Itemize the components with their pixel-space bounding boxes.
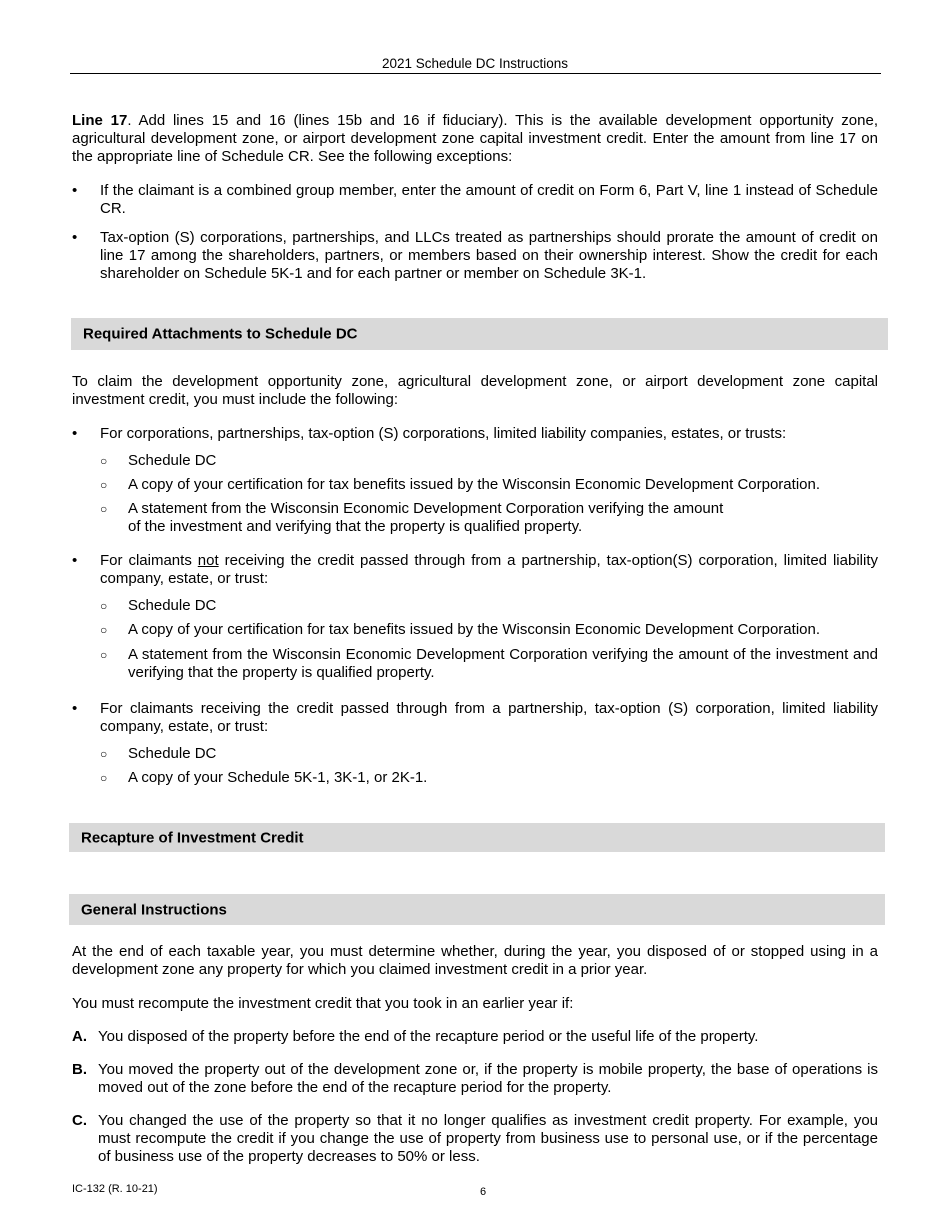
group3-item-2: ○ A copy of your Schedule 5K-1, 3K-1, or 2K-1. — [100, 769, 428, 786]
section-heading-recapture: Recapture of Investment Credit — [69, 823, 885, 852]
page-header-title: 2021 Schedule DC Instructions — [381, 56, 569, 71]
section-heading-general: General Instructions — [69, 894, 885, 925]
bullet-icon: • — [72, 425, 78, 442]
line17-bullet-2 — [72, 229, 878, 283]
line17-label: Line 17 — [72, 112, 128, 129]
recapture-condition-a: A. You disposed of the property before the end of the recapture period or the useful life of the property. — [72, 1028, 759, 1045]
recapture-condition-b: B. You moved the property out of the development zone or, if the property is mobile property, the base of operations is moved out of the zone before the end of the recapture period for the property. — [72, 1061, 878, 1096]
circle-bullet-icon: ○ — [100, 502, 108, 516]
group2-item-1: ○ Schedule DC — [100, 597, 217, 614]
bullet-icon: • — [72, 182, 78, 199]
group2-text: For claimants not receiving the credit passed through from a partnership, tax-option(S) corporation, limited liability company, estate, or trust: — [100, 552, 878, 587]
circle-bullet-icon: ○ — [100, 599, 108, 613]
group1-item-3: ○ A statement from the Wisconsin Economic Development Corporation verifying the amount of the investment and verifying that the property is qualified property. — [100, 500, 724, 535]
group2-item-3: ○ A statement from the Wisconsin Economic Development Corporation verifying the amount of the investment and verifying that the property is qualified property. — [100, 646, 878, 681]
circle-bullet-icon: ○ — [100, 623, 108, 637]
group3-item-1: ○ Schedule DC — [100, 745, 217, 762]
group1-text: For corporations, partnerships, tax-option (S) corporations, limited liability companies, estates, or trusts: — [100, 425, 787, 442]
section-heading-attachments: Required Attachments to Schedule DC — [71, 318, 888, 350]
general-paragraph-1: At the end of each taxable year, you must determine whether, during the year, you disposed of or stopped using in a development zone any property for which you claimed investment credit in a prior year. — [72, 943, 878, 978]
page-number: 6 — [480, 1186, 487, 1198]
general-paragraph-2: You must recompute the investment credit that you took in an earlier year if: — [72, 995, 574, 1012]
circle-bullet-icon: ○ — [100, 648, 108, 662]
circle-bullet-icon: ○ — [100, 478, 108, 492]
bullet-icon: • — [72, 552, 78, 569]
attachments-group2 — [72, 552, 878, 588]
bullet-icon: • — [72, 700, 78, 717]
circle-bullet-icon: ○ — [100, 747, 108, 761]
group1-item-1: ○ Schedule DC — [100, 452, 217, 469]
line17-bullet-1 — [72, 182, 878, 218]
header-rule — [70, 73, 881, 74]
group3-text: For claimants receiving the credit passed through from a partnership, tax-option (S) corporation, limited liability company, estate, or trust: — [100, 700, 878, 735]
bullet-text: If the claimant is a combined group member, enter the amount of credit on Form 6, Part V, line 1 instead of Schedule CR. — [100, 182, 878, 217]
bullet-icon: • — [72, 229, 78, 246]
attachments-group1 — [72, 425, 878, 443]
group2-item-2: ○ A copy of your certification for tax benefits issued by the Wisconsin Economic Development Corporation. — [100, 621, 820, 638]
circle-bullet-icon: ○ — [100, 771, 108, 785]
line17-text: . Add lines 15 and 16 (lines 15b and 16 if fiduciary). This is the available development opportunity zone, agricultural development zone, or airport development zone capital investment credit. Enter the amount from line 17 on the appropriate line of Schedule CR. See the following exceptions: — [72, 112, 878, 165]
line17-paragraph — [72, 112, 878, 166]
attachments-intro: To claim the development opportunity zone, agricultural development zone, or airport development zone capital investment credit, you must include the following: — [72, 373, 878, 408]
circle-bullet-icon: ○ — [100, 454, 108, 468]
recapture-condition-c: C. You changed the use of the property so that it no longer qualifies as investment credit property. For example, you must recompute the credit if you change the use of property from business use to personal use, or if the percentage of business use of the property decreases to 50% or less. — [72, 1112, 878, 1165]
bullet-text: Tax-option (S) corporations, partnerships, and LLCs treated as partnerships should prorate the amount of credit on line 17 among the shareholders, partners, or members based on their ownership interest. Show the credit for each shareholder on Schedule 5K-1 and for each partner or member on Schedule 3K-1. — [100, 229, 878, 282]
group1-item-2: ○ A copy of your certification for tax benefits issued by the Wisconsin Economic Development Corporation. — [100, 476, 820, 493]
attachments-group3 — [72, 700, 878, 736]
form-id: IC-132 (R. 10-21) — [72, 1183, 158, 1195]
